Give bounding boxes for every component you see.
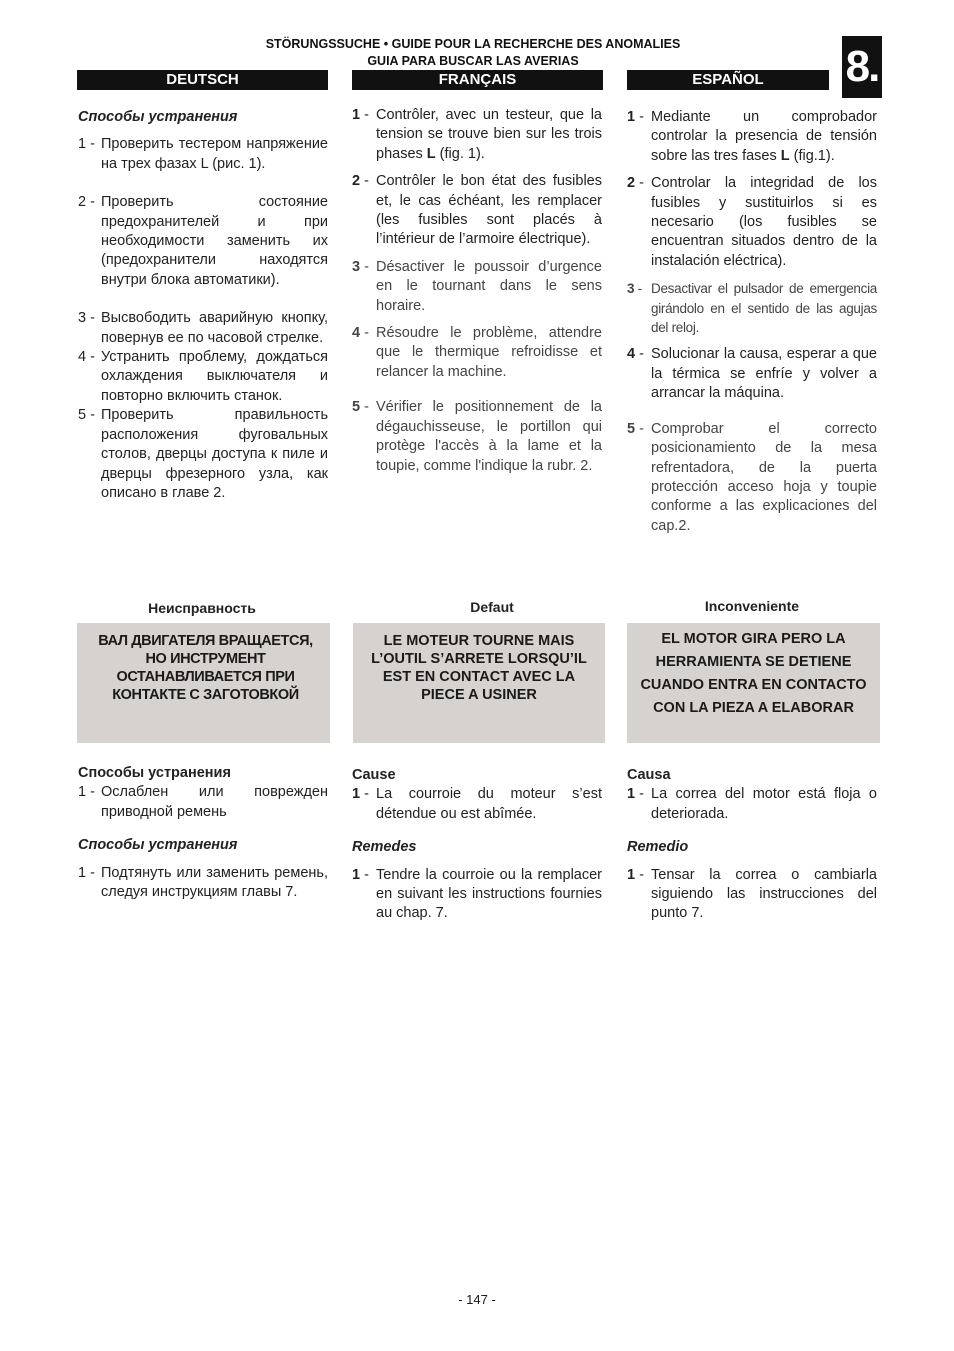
fr-fault-description: LE MOTEUR TOURNE MAIS L’OUTIL S’ARRETE LORSQU’IL EST EN CONTACT AVEC LA PIECE A USINER — [353, 623, 605, 743]
item-text: Tendre la courroie ou la remplacer en suivant les instructions fournies au chap. 7. — [376, 866, 602, 922]
item-number: 1 - — [78, 864, 99, 881]
item-number: 1 - — [78, 784, 99, 801]
item-number: 3 - — [627, 281, 646, 297]
page-header-line-2: GUIA PARA BUSCAR LAS AVERIAS — [367, 54, 579, 68]
item-text: Desactivar el pulsador de emergencia girándolo en el sentido de las agujas del reloj. — [651, 281, 877, 336]
es-remedies-section — [627, 108, 877, 536]
list-item — [78, 348, 328, 406]
language-bar-deutsch: DEUTSCH — [77, 70, 328, 90]
item-number: 1 - — [352, 866, 373, 883]
item-number: 2 - — [627, 175, 648, 192]
list-item — [627, 279, 877, 337]
fr-remedy-heading: Remedes — [352, 839, 417, 856]
list-item — [627, 866, 877, 924]
item-number: 1 - — [352, 786, 373, 803]
item-number: 1 - — [627, 866, 648, 883]
item-text: Résoudre le problème, attendre que le thermique refroidisse et relancer la machine. — [376, 325, 602, 380]
page-header-line-1: STÖRUNGSSUCHE • GUIDE POUR LA RECHERCHE DES ANOMALIES — [265, 37, 681, 51]
list-item — [352, 258, 602, 316]
item-text: Mediante un comprobador controlar la presencia de tensión sobre las tres fases L (fig.1). — [651, 109, 877, 164]
item-number: 5 - — [627, 420, 648, 437]
item-number: 1 - — [627, 786, 648, 803]
item-text: Ослаблен или поврежден приводной ремень — [101, 784, 328, 820]
item-number: 4 - — [627, 346, 648, 363]
item-text: Устранить проблему, дождаться охлаждения выключателя и повторно включить станок. — [101, 349, 328, 404]
es-remedy-heading: Remedio — [627, 839, 689, 856]
item-text: Comprobar el correcto posicionamiento de la mesa refrentadora, de la puerta protección acceso hoja y toupie conforme a las explicaciones del cap.2. — [651, 420, 877, 534]
list-item — [78, 309, 328, 348]
item-number: 1 - — [627, 109, 648, 125]
es-fault-label: Inconveniente — [704, 598, 800, 614]
item-text: La correa del motor está floja o deteriorada. — [651, 786, 877, 822]
list-item — [78, 135, 328, 174]
ru-remedies-section — [78, 108, 328, 503]
page-number: - 147 - — [458, 1292, 496, 1307]
item-number: 3 - — [78, 310, 99, 327]
list-item — [78, 783, 328, 822]
item-text: Controlar la integridad de los fusibles y sustituirlos si es necesario (los fusibles se encuentran situados dentro de la instalación eléctrica). — [651, 175, 877, 269]
item-number: 2 - — [352, 173, 373, 190]
es-cause-section — [627, 766, 877, 924]
item-text: Tensar la correa o cambiarla siguiendo las instrucciones del punto 7. — [651, 866, 877, 922]
list-item — [78, 193, 328, 290]
es-fault-description: EL MOTOR GIRA PERO LA HERRAMIENTA SE DETIENE CUANDO ENTRA EN CONTACTO CON LA PIEZA A ELABORAR — [627, 623, 880, 743]
item-number: 3 - — [352, 258, 373, 275]
ru-remedies-heading: Способы устранения — [78, 109, 238, 125]
item-text: Désactiver le poussoir d’urgence en le tournant dans le sens horaire. — [376, 258, 602, 314]
list-item — [352, 785, 602, 824]
item-number: 2 - — [78, 194, 99, 211]
list-item — [352, 324, 602, 382]
list-item — [627, 108, 877, 166]
ru-remedy-heading: Способы устранения — [78, 837, 238, 854]
list-item — [352, 866, 602, 924]
fr-remedies-section — [352, 106, 602, 476]
ru-fault-label: Неисправность — [148, 600, 256, 616]
fr-cause-heading: Cause — [352, 767, 396, 783]
fr-fault-label: Defaut — [470, 599, 514, 615]
list-item — [627, 174, 877, 271]
item-number: 1 - — [78, 136, 99, 153]
list-item — [352, 106, 602, 164]
item-number: 5 - — [352, 399, 373, 416]
ru-cause-heading: Способы устранения — [78, 765, 231, 781]
item-text: Проверить состояние предохранителей и при необходимости заменить их (предохранители находятся внутри блока автоматики). — [101, 194, 328, 288]
list-item — [78, 406, 328, 503]
item-number: 1 - — [352, 107, 373, 123]
list-item — [78, 864, 328, 903]
chapter-number-tab: 8. — [842, 36, 882, 98]
item-text: Проверить тестером напряжение на трех фазах L (рис. 1). — [101, 136, 328, 172]
item-text: Vérifier le positionnement de la dégauchisseuse, le portillon qui protège l'accès à la lame et la toupie, comme l'indique la rubr. 2. — [376, 399, 602, 474]
language-bar-francais: FRANÇAIS — [352, 70, 603, 90]
list-item — [352, 398, 602, 476]
item-number: 5 - — [78, 407, 99, 424]
item-number: 4 - — [352, 325, 373, 342]
ru-fault-description: ВАЛ ДВИГАТЕЛЯ ВРАЩАЕТСЯ, НО ИНСТРУМЕНТ ОСТАНАВЛИВАЕТСЯ ПРИ КОНТАКТЕ С ЗАГОТОВКОЙ — [77, 623, 330, 743]
item-text: Проверить правильность расположения фуговальных столов, дверцы доступа к пиле и дверцы фрезерного узла, как описано в главе 2. — [101, 407, 328, 501]
ru-cause-section — [78, 764, 328, 902]
item-text: La courroie du moteur s’est détendue ou est abîmée. — [376, 786, 602, 822]
list-item — [627, 785, 877, 824]
list-item — [352, 172, 602, 250]
es-cause-heading: Causa — [627, 767, 671, 783]
item-text: Contrôler le bon état des fusibles et, le cas échéant, les remplacer (les fusibles sont placés à l’intérieur de l’armoire électrique). — [376, 173, 602, 248]
item-number: 4 - — [78, 349, 99, 366]
item-text: Solucionar la causa, esperar a que la térmica se enfríe y volver a arrancar la máquina. — [651, 346, 877, 402]
list-item — [627, 420, 877, 536]
language-bar-espanol: ESPAÑOL — [627, 70, 829, 90]
item-text: Высвободить аварийную кнопку, повернув ее по часовой стрелке. — [101, 310, 328, 346]
item-text: Подтянуть или заменить ремень, следуя инструкциям главы 7. — [101, 864, 328, 901]
list-item — [627, 345, 877, 403]
item-text: Contrôler, avec un testeur, que la tension se trouve bien sur les trois phases L (fig. 1). — [376, 107, 602, 162]
fr-cause-section — [352, 766, 602, 924]
